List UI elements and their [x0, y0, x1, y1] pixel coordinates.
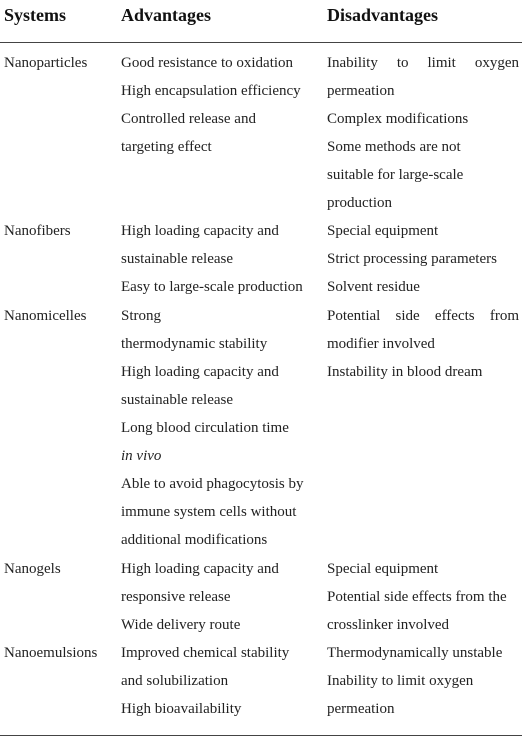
disadvantage-line: Special equipment	[327, 223, 439, 239]
disadvantage-line: production	[327, 195, 392, 211]
advantage-line: High encapsulation efficiency	[121, 83, 301, 99]
row-system: Nanogels	[4, 561, 61, 577]
advantage-line: immune system cells without	[121, 504, 297, 520]
advantage-line: Controlled release and	[121, 111, 256, 127]
row-system: Nanofibers	[4, 223, 71, 239]
disadvantage-line: crosslinker involved	[327, 617, 450, 633]
disadvantage-line: Complex modifications	[327, 111, 469, 127]
table-header	[0, 0, 522, 43]
advantage-line: responsive release	[121, 589, 231, 605]
advantage-line: Improved chemical stability	[121, 645, 290, 661]
advantage-line: targeting effect	[121, 139, 212, 155]
advantage-line: sustainable release	[121, 251, 234, 267]
disadvantage-line: Some methods are not	[327, 139, 461, 155]
advantage-line: additional modifications	[121, 532, 268, 548]
disadvantage-line: Inability to limit oxygen	[327, 55, 519, 71]
disadvantage-line: Potential side effects from the	[327, 589, 507, 605]
disadvantage-line: Thermodynamically unstable	[327, 645, 503, 661]
advantage-line: thermodynamic stability	[121, 336, 268, 352]
advantage-line: High loading capacity and	[121, 561, 279, 577]
advantage-line: Able to avoid phagocytosis by	[121, 476, 304, 492]
disadvantage-line: Solvent residue	[327, 279, 420, 295]
disadvantage-line: Potential side effects from	[327, 308, 519, 324]
advantage-line: Good resistance to oxidation	[121, 55, 294, 71]
advantage-line: High bioavailability	[121, 701, 242, 717]
advantage-line: Easy to large-scale production	[121, 279, 303, 295]
disadvantage-line: Instability in blood dream	[327, 364, 483, 380]
advantage-line: Strong	[121, 308, 162, 324]
row-system: Nanoemulsions	[4, 645, 98, 661]
disadvantage-line: modifier involved	[327, 336, 435, 352]
header-systems: Systems	[4, 5, 66, 25]
disadvantage-line: Inability to limit oxygen	[327, 673, 474, 689]
header-advantages: Advantages	[121, 5, 212, 25]
row-system: Nanoparticles	[4, 55, 88, 71]
advantage-line: and solubilization	[121, 673, 229, 689]
disadvantage-line: Special equipment	[327, 561, 439, 577]
advantage-line: High loading capacity and	[121, 223, 279, 239]
table-bottom-rule	[0, 735, 522, 736]
advantage-line: High loading capacity and	[121, 364, 279, 380]
advantage-line: Wide delivery route	[121, 617, 241, 633]
disadvantage-line: suitable for large-scale	[327, 167, 464, 183]
advantage-line: Long blood circulation time	[121, 420, 289, 436]
advantage-line-italic: in vivo	[121, 448, 162, 464]
row-system: Nanomicelles	[4, 308, 87, 324]
advantage-line: sustainable release	[121, 392, 234, 408]
disadvantage-line: permeation	[327, 701, 395, 717]
header-disadvantages: Disadvantages	[327, 5, 439, 25]
disadvantage-line: Strict processing parameters	[327, 251, 497, 267]
disadvantage-line: permeation	[327, 83, 395, 99]
